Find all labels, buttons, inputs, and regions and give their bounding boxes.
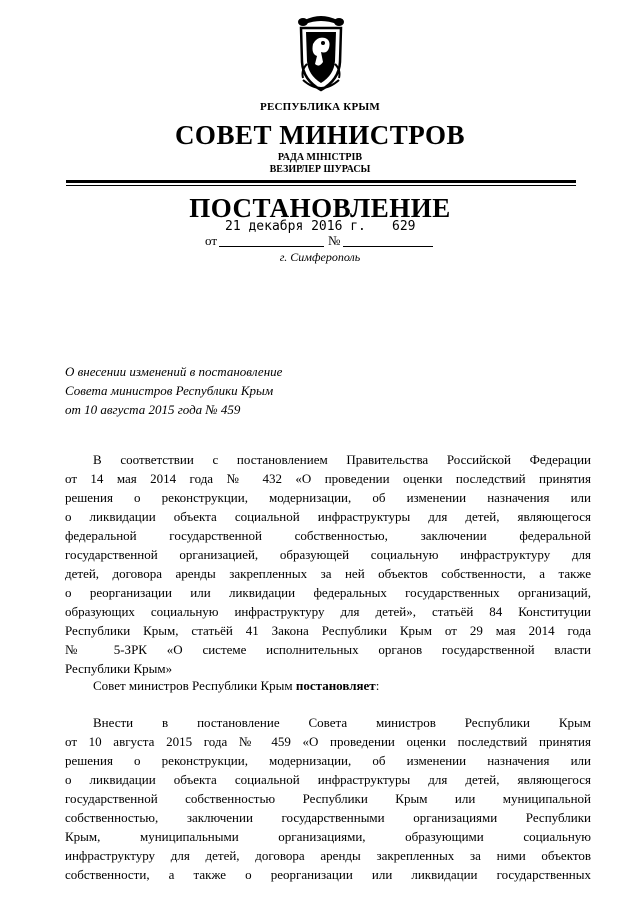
paragraph-line: государственной организацией, образующей социальную инфраструктуру для: [65, 547, 591, 562]
header-divider-thin: [66, 185, 576, 186]
resolution-subject: Совет министров Республики Крым: [93, 678, 293, 693]
date-underline: [219, 246, 324, 247]
date-label: от: [205, 233, 218, 248]
paragraph-line: от 10 августа 2015 года № 459 «О проведении оценки последствий принятия: [65, 734, 591, 749]
paragraph-line: [65, 676, 591, 695]
paragraph-line: о ликвидации объекта социальной инфраструктуры для детей, являющегося: [65, 509, 591, 524]
paragraph-line: о реорганизации или ликвидации федеральных государственных организаций,: [65, 585, 591, 600]
council-name-crimean-tatar: ВЕЗИРЛЕР ШУРАСЫ: [269, 164, 371, 175]
number-stamp: 629: [392, 219, 416, 234]
paragraph-line: государственной собственностью Республики Крым или муниципальной: [65, 791, 591, 806]
paragraph-line: решения о реконструкции, модернизации, об изменении назначения или: [65, 753, 591, 768]
resolution-statement: [65, 676, 591, 695]
subject-line: О внесении изменений в постановление: [65, 364, 283, 379]
paragraph-line: решения о реконструкции, модернизации, об изменении назначения или: [65, 490, 591, 505]
paragraph-line: Республики Крым»: [65, 661, 173, 676]
document-type-title: ПОСТАНОВЛЕНИЕ: [189, 193, 451, 223]
resolution-colon: :: [375, 678, 380, 693]
paragraph-line: образующих социальную инфраструктуру для детей», статьёй 84 Конституции: [65, 604, 591, 619]
crimea-coat-of-arms-icon: [293, 14, 349, 96]
paragraph-line: федеральной государственной собственностью, заключении федеральной: [65, 528, 591, 543]
city-name: г. Симферополь: [279, 250, 361, 264]
paragraph-line: № 5-ЗРК «О системе исполнительных органов государственной власти: [65, 642, 591, 657]
paragraph-line: от 14 мая 2014 года № 432 «О проведении оценки последствий принятия: [65, 471, 591, 486]
document-subject: [65, 362, 385, 419]
paragraph-line: инфраструктуру для детей, договора аренды закрепленных за ними объектов: [65, 848, 591, 863]
paragraph-line: В соответствии с постановлением Правительства Российской Федерации: [93, 452, 591, 467]
paragraph-line: Республики Крым, статьёй 41 Закона Республики Крым от 29 мая 2014 года: [65, 623, 591, 638]
council-name-ukrainian: РАДА МІНІСТРІВ: [277, 152, 363, 163]
paragraph-line: собственности, а также о реорганизации или ликвидации государственных: [65, 867, 591, 882]
council-name: СОВЕТ МИНИСТРОВ: [174, 120, 466, 150]
amendment-paragraph: [65, 713, 591, 884]
number-underline: [343, 246, 433, 247]
paragraph-line: Крым, муниципальными организациями, образующими социальную: [65, 829, 591, 844]
paragraph-line: о ликвидации объекта социальной инфраструктуры для детей, являющегося: [65, 772, 591, 787]
subject-line: от 10 августа 2015 года № 459: [65, 402, 241, 417]
header-divider-thick: [66, 180, 576, 183]
paragraph-line: детей, договора аренды закрепленных за ней объектов собственности, а также: [65, 566, 591, 581]
number-label: №: [328, 233, 341, 248]
paragraph-line: собственностью, заключении государственными организациями Республики: [65, 810, 591, 825]
resolution-verb: постановляет: [295, 678, 376, 693]
preamble-paragraph: [65, 450, 591, 678]
subject-line: Совета министров Республики Крым: [65, 383, 274, 398]
paragraph-line: Внести в постановление Совета министров Республики Крым: [93, 715, 591, 730]
republic-name: РЕСПУБЛИКА КРЫМ: [260, 101, 380, 113]
date-stamp: 21 декабря 2016 г.: [225, 219, 366, 234]
